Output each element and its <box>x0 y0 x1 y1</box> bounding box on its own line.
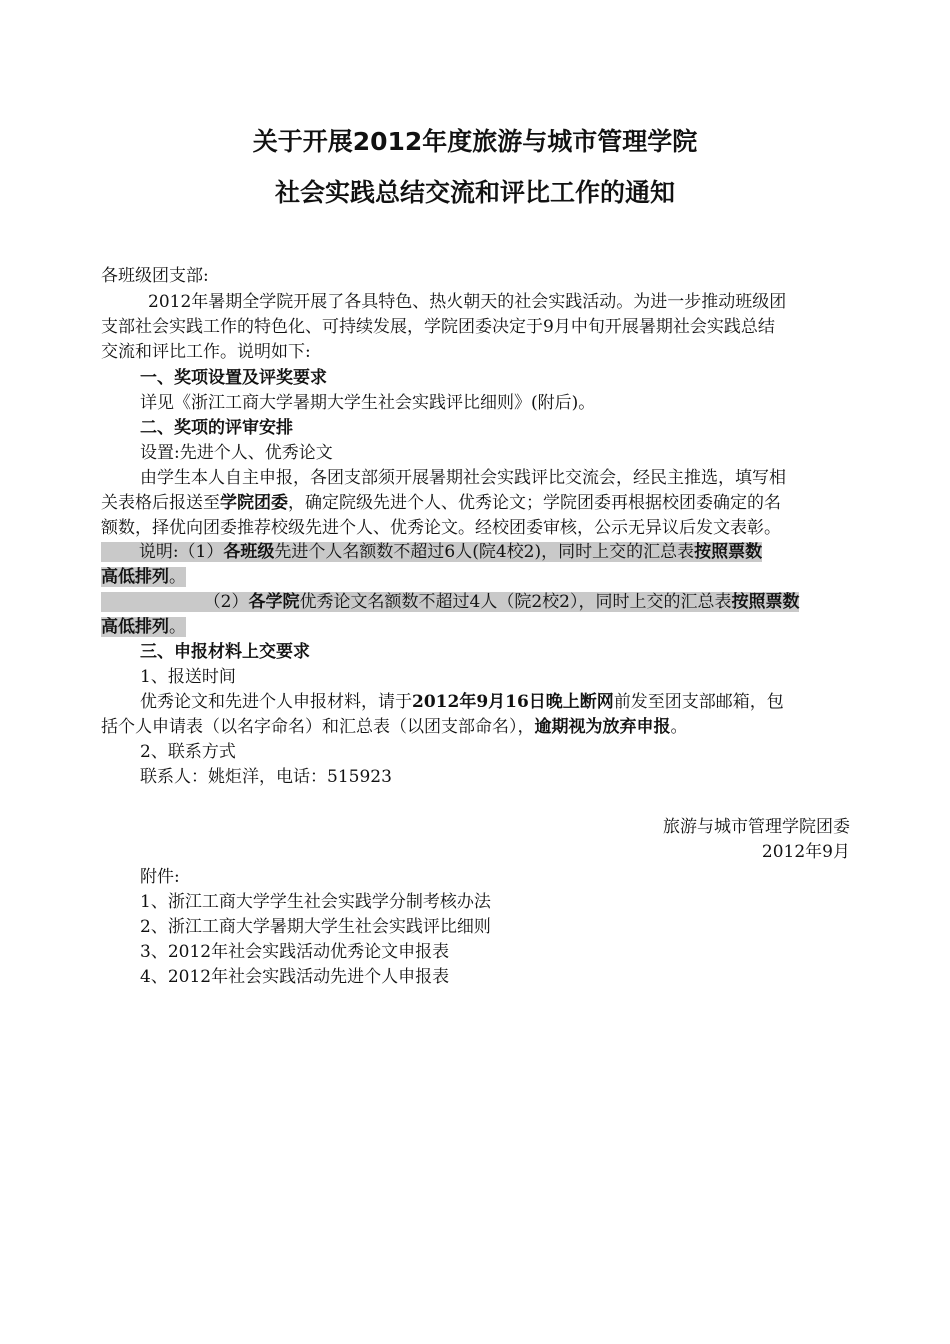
deadline-text-a: 优秀论文和先进个人申报材料，请于 <box>140 692 412 712</box>
note1-emphasis-class: 各班级 <box>223 542 275 562</box>
document-title-line2: 社会实践总结交流和评比工作的通知 <box>274 178 675 207</box>
section3-sub1: 1、报送时间 <box>140 667 236 687</box>
intro-line-2: 支部社会实践工作的特色化、可持续发展，学院团委决定于9月中旬开展暑期社会实践总结 <box>101 317 775 337</box>
attachment-item: 2、浙江工商大学暑期大学生社会实践评比细则 <box>140 917 491 937</box>
note1-period: 。 <box>169 567 186 587</box>
note1-line-1 <box>101 540 762 564</box>
section3-para-line-1 <box>140 690 784 714</box>
deadline-emphasis: 2012年9月16日晚上断网 <box>412 692 614 712</box>
document-title-line1: 关于开展2012年度旅游与城市管理学院 <box>252 127 698 156</box>
attachments-label: 附件: <box>140 867 180 887</box>
section1-heading: 一、奖项设置及评奖要求 <box>140 368 327 388</box>
intro-line-3: 交流和评比工作。说明如下: <box>101 342 311 362</box>
note2-text-a: （2） <box>203 592 249 612</box>
note2-emphasis-college: 各学院 <box>248 592 300 612</box>
note1-spacer <box>101 542 139 562</box>
contact-info: 联系人：姚炬洋，电话：515923 <box>140 767 392 787</box>
attachment-item: 1、浙江工商大学学生社会实践学分制考核办法 <box>140 892 491 912</box>
note2-line-1 <box>101 590 799 614</box>
intro-line-1: 2012年暑期全学院开展了各具特色、热火朝天的社会实践活动。为进一步推动班级团 <box>148 292 787 312</box>
note2-emphasis-order: 高低排列 <box>101 617 169 637</box>
note2-text-c: 优秀论文名额数不超过4人（院2校2），同时上交的汇总表 <box>299 592 732 612</box>
overdue-emphasis: 逾期视为放弃申报 <box>534 717 671 737</box>
naming-period: 。 <box>670 717 688 737</box>
salutation: 各班级团支部: <box>101 266 209 286</box>
para2-text-c: ，确定院级先进个人、优秀论文；学院团委再根据校团委确定的名 <box>288 493 781 513</box>
note2-emphasis-votes: 按照票数 <box>731 592 800 612</box>
section3-heading: 三、申报材料上交要求 <box>140 642 310 662</box>
section3-para-line-2 <box>101 715 688 739</box>
section2-heading: 二、奖项的评审安排 <box>140 418 293 438</box>
para2-text-a: 关表格后报送至 <box>101 493 220 513</box>
attachment-item: 4、2012年社会实践活动先进个人申报表 <box>140 967 450 987</box>
section3-sub2: 2、联系方式 <box>140 742 236 762</box>
note1-emphasis-order: 高低排列 <box>101 567 169 587</box>
section2-para-line-1: 由学生本人自主申报，各团支部须开展暑期社会实践评比交流会，经民主推选，填写相 <box>140 468 786 488</box>
section2-para-line-3: 额数，择优向团委推荐校级先进个人、优秀论文。经校团委审核，公示无异议后发文表彰。 <box>101 518 781 538</box>
note2-line-2 <box>101 615 186 639</box>
signature-date: 2012年9月 <box>761 842 850 862</box>
section1-text: 详见《浙江工商大学暑期大学生社会实践评比细则》(附后)。 <box>140 393 596 413</box>
deadline-text-c: 前发至团支部邮箱，包 <box>613 692 784 712</box>
note1-text-c: 先进个人名额数不超过6人(院4校2)，同时上交的汇总表 <box>274 542 695 562</box>
attachment-item: 3、2012年社会实践活动优秀论文申报表 <box>140 942 450 962</box>
note1-emphasis-votes: 按照票数 <box>694 542 763 562</box>
college-youth-league-emphasis: 学院团委 <box>220 493 288 513</box>
section2-setup: 设置:先进个人、优秀论文 <box>140 443 333 463</box>
note1-line-2 <box>101 565 186 589</box>
section2-para-line-2 <box>101 491 781 515</box>
naming-text: 括个人申请表（以名字命名）和汇总表（以团支部命名）， <box>101 717 535 737</box>
note2-period: 。 <box>169 617 186 637</box>
note1-text-a: 说明:（1） <box>138 542 224 562</box>
signature-org: 旅游与城市管理学院团委 <box>663 817 850 837</box>
note2-spacer <box>101 592 204 612</box>
